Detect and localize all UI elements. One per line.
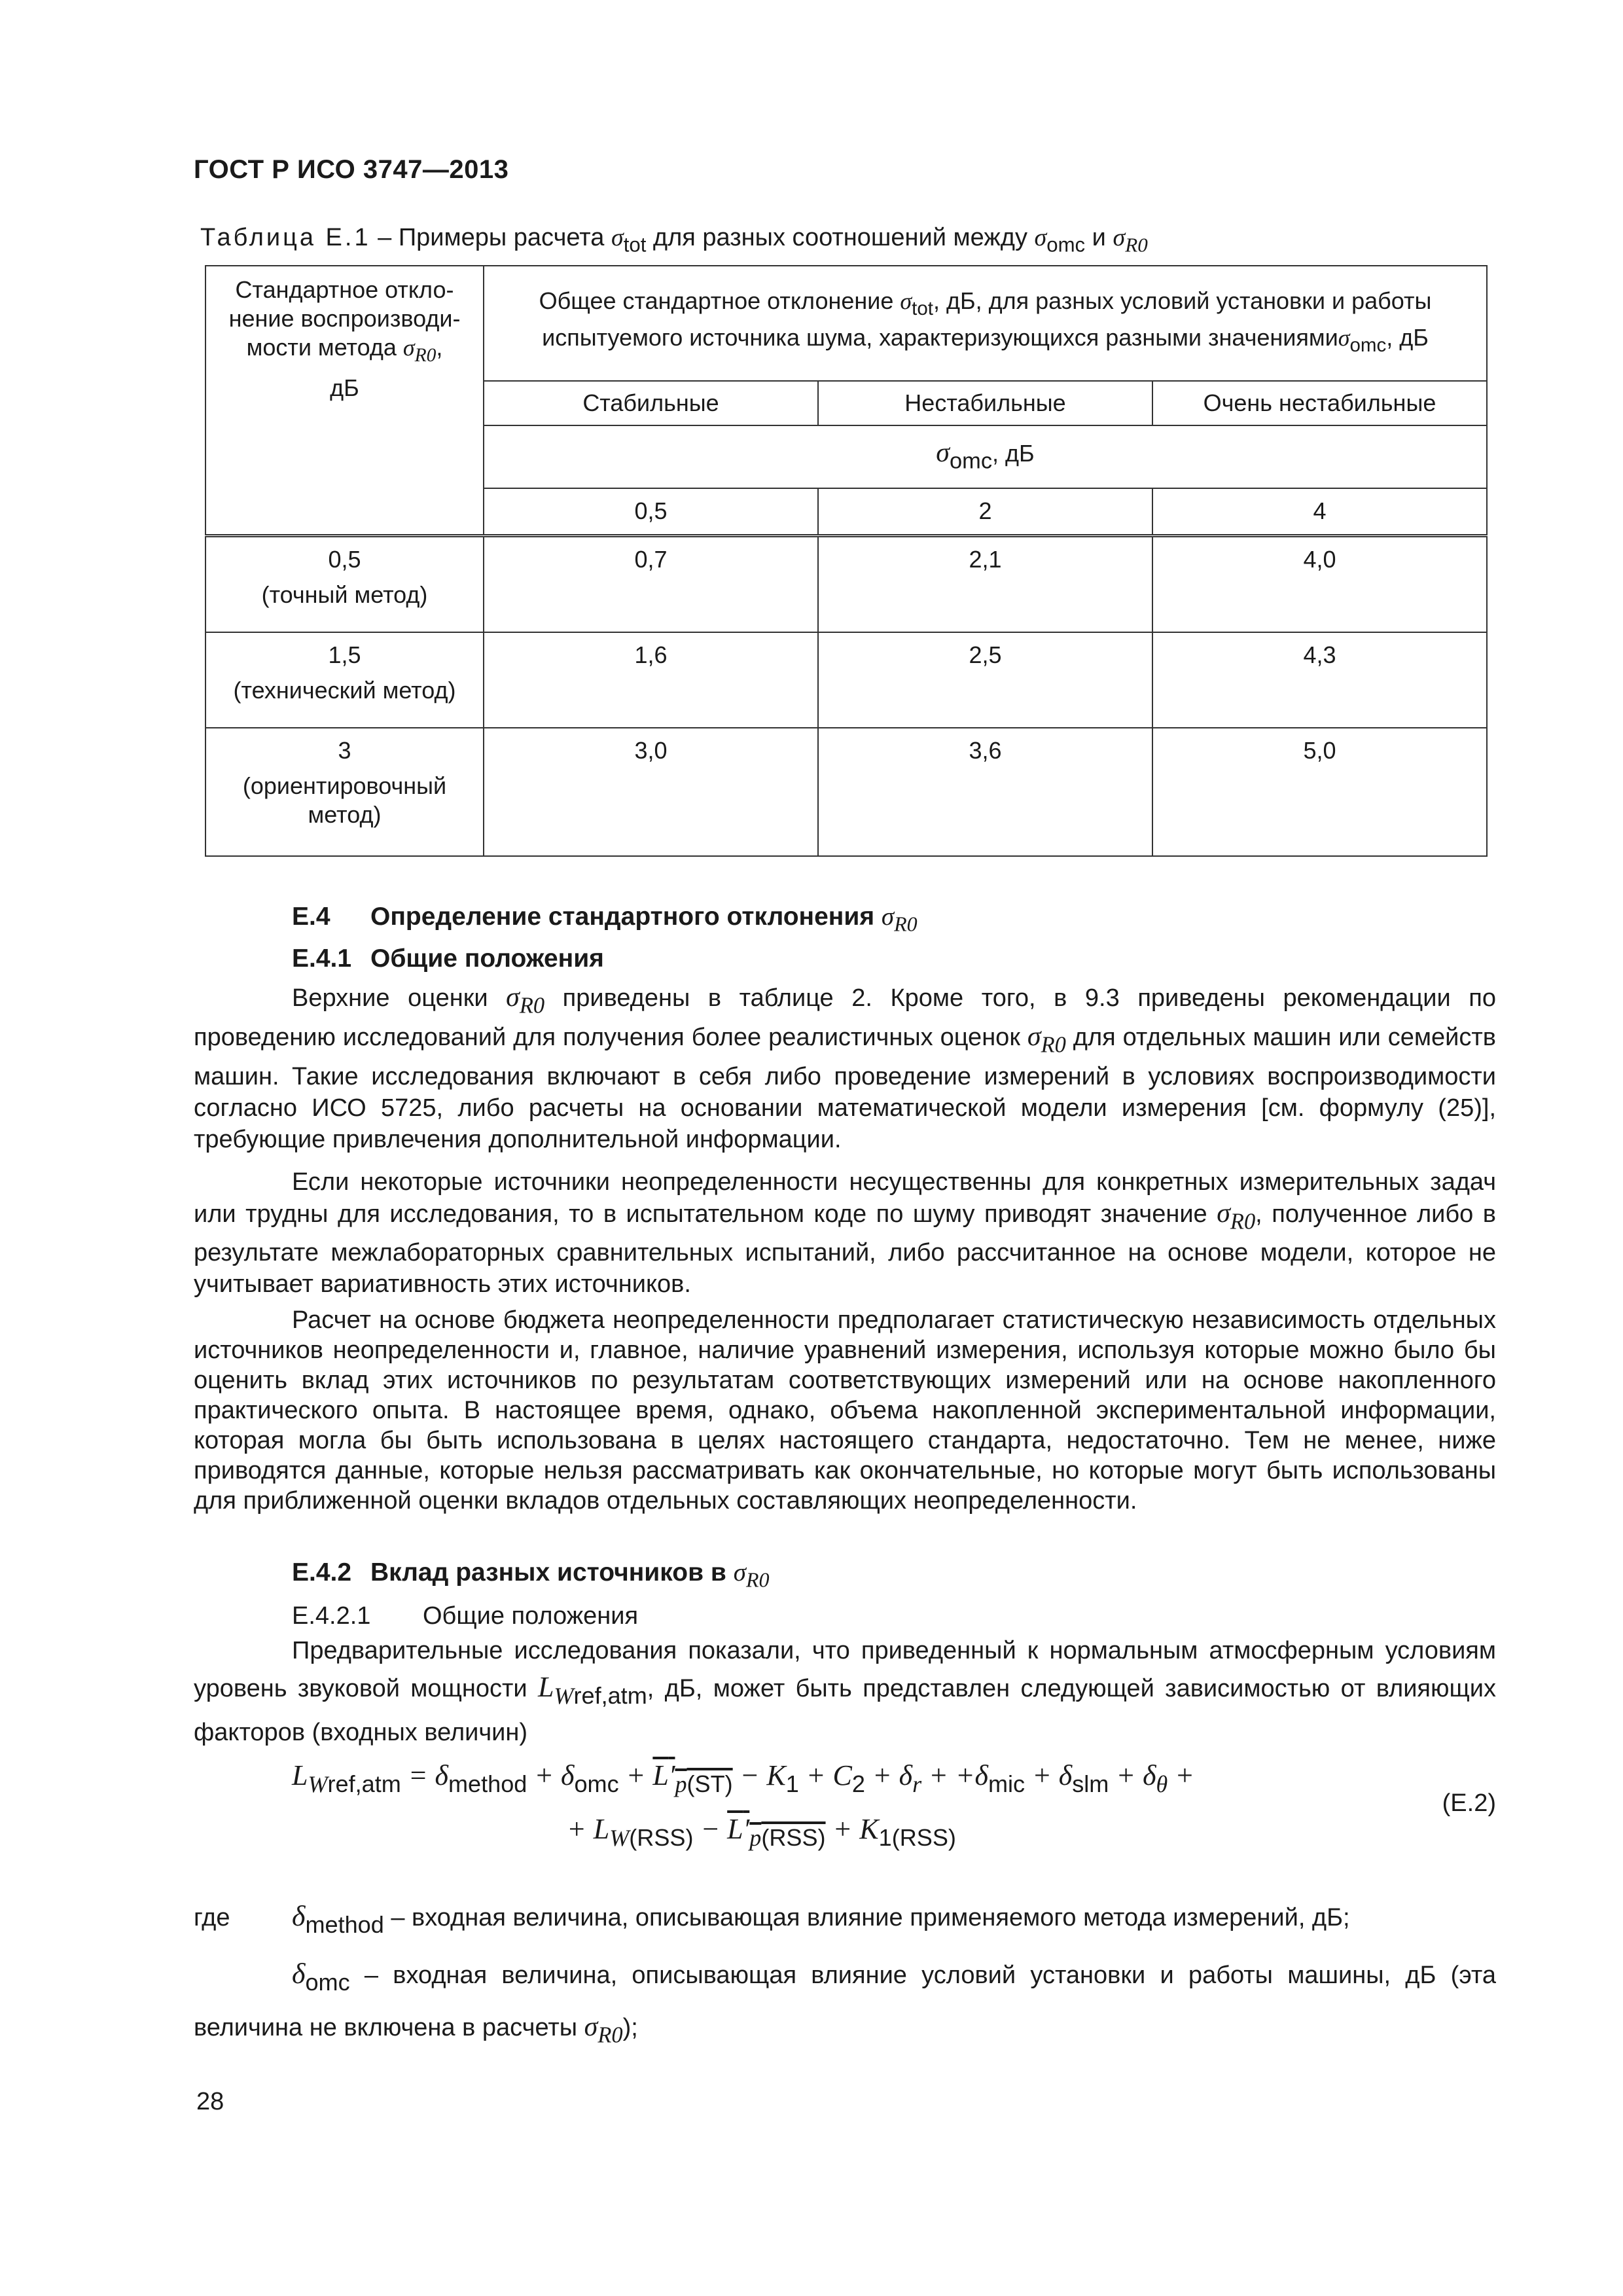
where-line-2: $\delta_{omc}$ – входная величина, описывающая влияние условий установки и работы машины, дБ (эта величина не включена в расчеты $\sigma_{R0}$); [194, 1958, 1496, 2048]
table-cell: 2,5 [818, 632, 1152, 728]
omc-header: $\sigma_{omc}$, дБ [484, 425, 1487, 488]
table-cell: 1,6 [484, 632, 818, 728]
table-row [205, 728, 1487, 856]
paragraph-4: Предварительные исследования показали, что приведенный к нормальным атмосферным условиям уровень звуковой мощности $L_{Wref,atm}$, дБ, может быть представлен следующей зависимостью от влияющих факторов (входных величин) [194, 1637, 1497, 1746]
table-cell: 4,0 [1152, 535, 1487, 632]
section-heading-e41: Е.4.1 Общие положения [292, 944, 604, 973]
equation-line-2: + $L_{W(RSS)} - L'_{p(RSS)} + K_{1(RSS)}$ [567, 1813, 956, 1851]
where-line-1: где $\delta_{method}$ – входная величина, описывающая влияние применяемого метода измерений, дБ; [194, 1900, 1350, 1938]
condition-unstable: Нестабильные [818, 381, 1152, 425]
omc-value: 2 [818, 488, 1152, 535]
document-header: ГОСТ Р ИСО 3747—2013 [194, 155, 509, 184]
paragraph-2: Если некоторые источники неопределенности несущественны для конкретных измерительных задач или трудны для исследования, то в испытательном коде по шуму приводят значение $\sigma_{R0}$, полученное либо в результате межлабораторных сравнительных испытаний, либо рассчитанное на основе модели, которое не учитывает вариативность этих источников. [194, 1168, 1496, 1299]
row-label: 0,5 (точный метод) [205, 535, 484, 632]
table-cell: 2,1 [818, 535, 1152, 632]
stub-header: Стандартное откло- нение воспроизводи- мости метода $\sigma_{R0}$, дБ [205, 266, 484, 535]
row-label: 3 (ориентировочный метод) [205, 728, 484, 856]
table-caption-label: Таблица Е.1 [200, 224, 371, 251]
equation-e2 [292, 1761, 1496, 1865]
condition-very-unstable: Очень нестабильные [1152, 381, 1487, 425]
table-cell: 0,7 [484, 535, 818, 632]
row-label: 1,5 (технический метод) [205, 632, 484, 728]
paragraph-3: Расчет на основе бюджета неопределенности предполагает статистическую независимость отдельных источников неопределенности и, главное, наличие уравнений измерения, используя которые можно было бы оценить вклад этих источников по результатам соответствующих измерений или на основе накопленного практического опыта. В настоящее время, однако, объема накопленной экспериментальной информации, которая могла бы быть использована в целях настоящего стандарта, недостаточно. Тем не менее, ниже приводятся данные, которые нельзя рассматривать как окончательные, но которые могут быть использованы для приближенной оценки вкладов отдельных составляющих неопределенности. [194, 1306, 1496, 1515]
omc-value: 0,5 [484, 488, 818, 535]
total-deviation-header: Общее стандартное отклонение $\sigma_{tot}$, дБ, для разных условий установки и работы испытуемого источника шума, характеризующихся разными значениямиσ$_{omc}$, дБ [484, 266, 1487, 381]
table-row [205, 535, 1487, 632]
table-cell: 5,0 [1152, 728, 1487, 856]
equation-line-1: $L_{Wref,atm} = \delta_{method} + \delta_{omc} + L'_{p(ST)} - K_1 + C_2 + \delta_r + +\delta_{mic} + \delta_{slm} + \delta_\theta$ + [292, 1759, 1194, 1797]
section-heading-e421: Е.4.2.1 Общие положения [292, 1602, 639, 1630]
table-caption: Таблица Е.1 – Примеры расчета $\sigma_{tot}$ для разных соотношений между $\sigma_{omc}$ и $\sigma_{R0}$ [200, 224, 1148, 257]
equation-number: (Е.2) [1442, 1789, 1496, 1817]
section-heading-e42: Е.4.2 Вклад разных источников в $\sigma_{R0}$ [292, 1558, 770, 1592]
section-heading-e4: Е.4 Определение стандартного отклонения $\sigma_{R0}$ [292, 903, 918, 936]
table-cell: 3,0 [484, 728, 818, 856]
paragraph-1: Верхние оценки $\sigma_{R0}$ приведены в таблице 2. Кроме того, в 9.3 приведены рекомендации по проведению исследований для получения более реалистичных оценок $\sigma_{R0}$ для отдельных машин или семейств машин. Такие исследования включают в себя либо проведение измерений в условиях воспроизводимости согласно ИСО 5725, либо расчеты на основании математической модели измерения [см. формулу (25)], требующие привлечения дополнительной информации. [194, 982, 1496, 1153]
condition-stable: Стабильные [484, 381, 818, 425]
omc-value: 4 [1152, 488, 1487, 535]
page-number: 28 [196, 2088, 224, 2115]
data-table [205, 265, 1488, 857]
table-cell: 4,3 [1152, 632, 1487, 728]
table-row [205, 632, 1487, 728]
table-cell: 3,6 [818, 728, 1152, 856]
